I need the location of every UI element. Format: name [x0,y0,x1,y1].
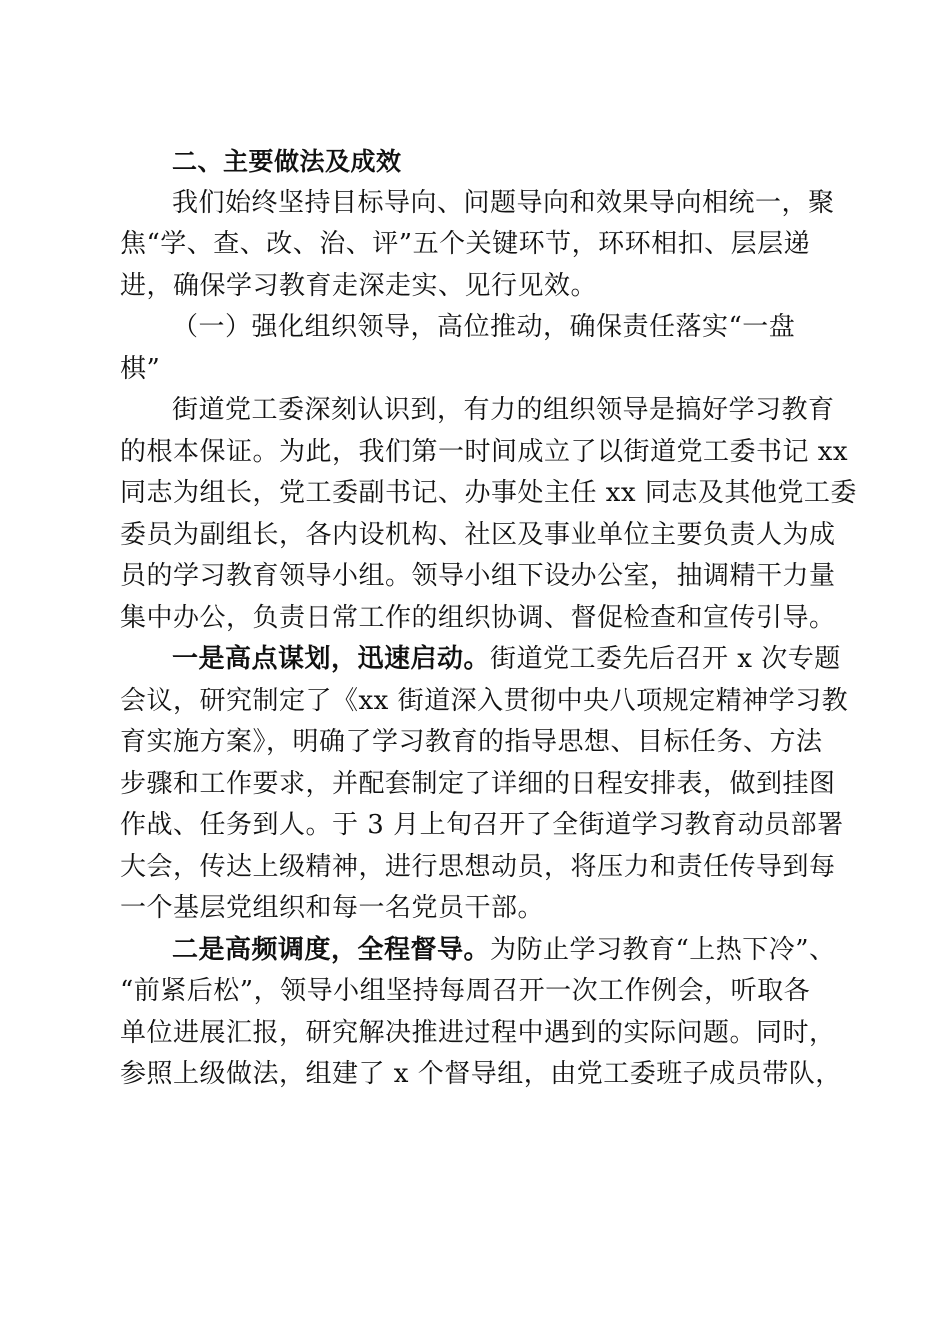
document-body [120,141,857,1096]
paragraph-first-line [120,930,836,972]
paragraph-line: 育实施方案》，明确了学习教育的指导思想、目标任务、方法 [120,727,823,757]
paragraph-line: 集中办公，负责日常工作的组织协调、督促检查和宣传引导。 [120,602,836,633]
paragraph-line: 会议，研究制定了《xx 街道深入贯彻中央八项规定精神学习教 [120,685,849,716]
intro-line: 我们始终坚持目标导向、问题导向和效果导向相统一，聚 [172,187,835,218]
paragraph-line: 大会，传达上级精神，进行思想动员，将压力和责任传导到每 [120,851,836,882]
paragraph-line: 作战、任务到人。于 3 月上旬召开了全街道学习教育动员部署 [120,810,844,840]
paragraph-planning [120,639,849,930]
paragraph-line: 一个基层党组织和每一名党员干部。 [120,893,545,923]
paragraph-supervision [120,930,842,1096]
subheading [120,307,830,390]
paragraph-line: 的根本保证。为此，我们第一时间成立了以街道党工委书记 xx [120,436,849,467]
paragraph-line: 同志为组长，党工委副书记、办事处主任 xx 同志及其他党工委 [120,478,857,508]
paragraph-lead: 二是高频调度，全程督导。 [172,934,491,965]
paragraph-line: “前紧后松”，领导小组坚持每周召开一次工作例会，听取各 [120,976,811,1006]
paragraph-leadership [120,390,857,639]
paragraph-text: 街道党工委先后召开 x 次专题 [490,644,841,674]
paragraph-line: 员的学习教育领导小组。领导小组下设办公室，抽调精干力量 [120,561,836,591]
subheading-line: 棋” [120,353,161,384]
paragraph-lead: 一是高点谋划，迅速启动。 [172,644,491,674]
intro-paragraph [120,183,835,308]
paragraph-first-line [120,639,841,681]
paragraph-line: 参照上级做法，组建了 x 个督导组，由党工委班子成员带队， [120,1059,842,1089]
paragraph-line: 步骤和工作要求，并配套制定了详细的日程安排表，做到挂图 [120,768,836,799]
subheading-line: （一）强化组织领导，高位推动，确保责任落实“一盘 [172,312,796,342]
paragraph-line: 街道党工委深刻认识到，有力的组织领导是搞好学习教育 [172,395,835,425]
paragraph-line: 单位进展汇报，研究解决推进过程中遇到的实际问题。同时， [120,1017,836,1048]
section-heading: 二、主要做法及成效 [172,147,402,176]
paragraph-line: 委员为副组长，各内设机构、社区及事业单位主要负责人为成 [120,519,836,550]
intro-line: 进，确保学习教育走深走实、见行见效。 [120,270,598,301]
intro-line: 焦“学、查、改、治、评”五个关键环节，环环相扣、层层递 [120,229,811,259]
paragraph-text: 为防止学习教育“上热下冷”、 [490,934,836,965]
